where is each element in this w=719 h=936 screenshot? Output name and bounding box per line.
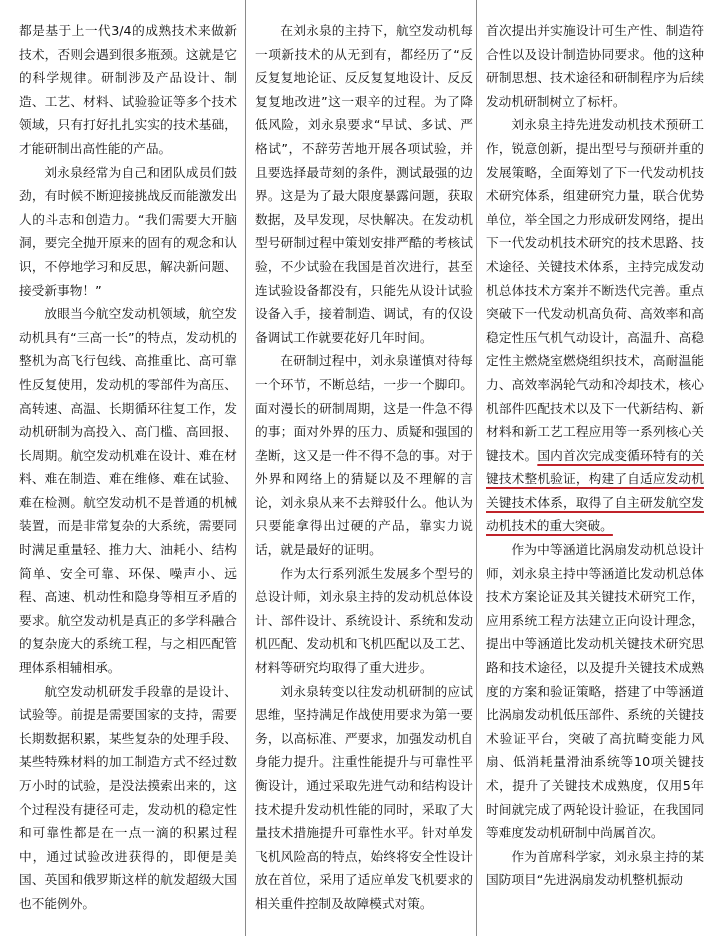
column-divider-1 [245, 0, 246, 936]
paragraph: 作为中等涵道比涡扇发动机总设计师，刘永泉主持中等涵道比发动机总体技术方案论证及其关键技术研究工作，应用系统工程方法建立正向设计理念，提出中等涵道比发动机关键技术研究思路和技术途径，以及提升关键技术成熟度的方案和验证策略，搭建了中等涵道比涡扇发动机低压部件、系统的关键技术验证平台，突破了高抗畸变能力风扇、低消耗量滑油系统等10项关键技术，提升了关键技术成熟度，仅用5年时间就完成了两轮设计验证，在我国同等难度发动机研制中尚属首次。 [486, 542, 704, 841]
paragraph: 作为太行系列派生发展多个型号的总设计师，刘永泉主持的发动机总体设计、部件设计、系统设计、系统和发动机匹配、发动机和飞机匹配以及工艺、材料等研究均取得了重大进步。 [255, 565, 473, 676]
column-left [19, 19, 237, 916]
paragraph [486, 113, 704, 538]
column-divider-2 [476, 0, 477, 936]
highlighted-text: 国内首次完成变循环特有的关键技术整机验证，构建了自适应发动机关键技术体系，取得了自主研发航空发动机技术的重大突破。 [486, 447, 704, 534]
paragraph: 作为首席科学家，刘永泉主持的某国防项目“先进涡扇发动机整机振动 [486, 848, 704, 888]
paragraph: 在刘永泉的主持下，航空发动机每一项新技术的从无到有，都经历了“反反复复地论证、反反复复地设计、反反复复地改进”这一艰辛的过程。为了降低风险，刘永泉要求“早试、多试、严格试”，不辞劳苦地开展各项试验，并且要选择最苛刻的条件，测试最强的边界。这是为了最大限度暴露问题，获取数据，及早发现，尽快解决。在发动机型号研制过程中策划安排严酷的考核试验，不少试验在我国是首次进行，甚至连试验设备都没有，只能先从设计试验设备入手，接着制造、调试，有的仅设备调试工作就要花好几年时间。 [255, 23, 473, 345]
paragraph: 首次提出并实施设计可生产性、制造符合性以及设计制造协同要求。他的这种研制思想、技术途径和研制程序为后续发动机研制树立了标杆。 [486, 23, 704, 109]
paragraph: 刘永泉转变以往发动机研制的应试思维，坚持满足作战使用要求为第一要务，以高标准、严要求，加强发动机自身能力提升。注重性能提升与可靠性平衡设计，通过采取先进气动和结构设计技术提升发动机性能的同时，采取了大量技术措施提升可靠性水平。针对单发飞机风险高的特点，始终将安全性设计放在首位，采用了适应单发飞机要求的相关重件控制及故障模式对策。 [255, 683, 473, 911]
column-right [486, 19, 704, 892]
column-middle [255, 19, 473, 916]
paragraph-text: 刘永泉主持先进发动机技术预研工作，锐意创新，提出型号与预研并重的发展策略，全面筹划了下一代发动机技术研究体系，组建研究力量，联合优势单位，举全国之力形成研发网络，提出下一代发动机技术研究的技术思路、技术途径、关键技术体系，主持完成发动机总体技术方案并不断迭代完善。重点突破下一代发动机高负荷、高效率和高稳定性压气机气动设计，高温升、高稳定性主燃烧室燃烧组织技术，高耐温能力、高效率涡轮气动和冷却技术，核心机部件匹配技术以及下一代新结构、新材料和新工艺工程应用等一系列核心关键技术。 [486, 117, 704, 463]
paragraph: 放眼当今航空发动机领域，航空发动机具有“三高一长”的特点，发动机的整机为高飞行包线、高推重比、高可靠性反复使用，发动机的零部件为高压、高转速、高温、长期循环往复工作，发动机研制为高投入、高门槛、高回报、长周期。航空发动机难在设计、难在材料、难在制造、难在维修、难在试验、难在检测。航空发动机不是普通的机械装置，而是非常复杂的大系统，需要同时满足重量轻、推力大、油耗小、结构简单、安全可靠、环保、噪声小、远程、高速、机动性和隐身等相互矛盾的要求。航空发动机是真正的多学科融合的复杂庞大的系统工程，与之相匹配管理体系相辅相承。 [19, 306, 237, 676]
paragraph: 刘永泉经常为自己和团队成员们鼓劲，有时候不断迎接挑战反而能激发出人的斗志和创造力。“我们需要大开脑洞，要完全抛开原来的固有的观念和认识，不停地学习和反思，解决新问题、接受新事物！” [19, 164, 237, 298]
paragraph: 航空发动机研发手段靠的是设计、试验等。前提是需要国家的支持，需要长期数据积累，某些复杂的处理手段、某些特殊材料的加工制造方式不经过数万小时的试验，是没法摸索出来的，这个过程没有捷径可走，发动机的稳定性和可靠性都是在一点一滴的积累过程中，通过试验改进获得的，即便是美国、英国和俄罗斯这样的航发超级大国也不能例外。 [19, 683, 237, 911]
paragraph: 在研制过程中，刘永泉谨慎对待每一个环节，不断总结，一步一个脚印。面对漫长的研制周期，这是一件急不得的事；面对外界的压力、质疑和强国的垄断，这又是一件不得不急的事。对于外界和网络上的猜疑以及不理解的言论，刘永泉从来不去辩驳什么。他认为只要能拿得出过硬的产品，靠实力说话，就是最好的证明。 [255, 353, 473, 558]
paragraph: 都是基于上一代3/4的成熟技术来做新技术，否则会遇到很多瓶颈。这就是它的科学规律。研制涉及产品设计、制造、工艺、材料、试验验证等多个技术领域，只有打好扎扎实实的技术基础，才能研制出高性能的产品。 [19, 23, 237, 156]
